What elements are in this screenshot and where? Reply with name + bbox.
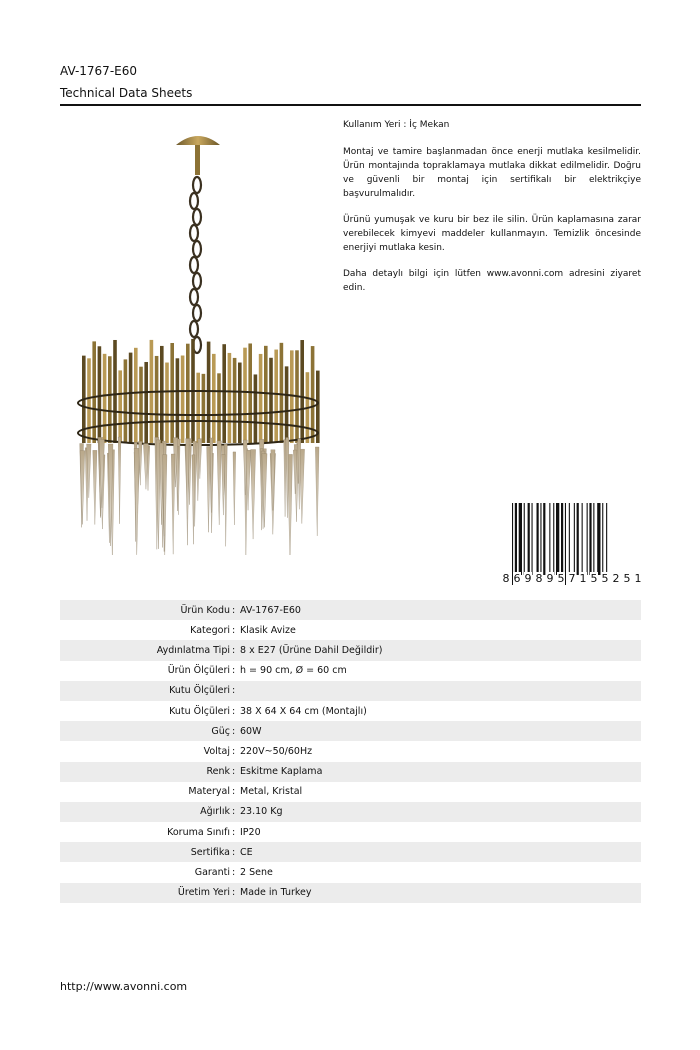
- spec-separator: :: [232, 745, 236, 757]
- spec-row: [60, 862, 641, 882]
- barcode-digit: 1: [579, 572, 587, 585]
- info-block: [343, 118, 641, 307]
- spec-value: 23.10 Kg: [240, 806, 283, 818]
- spec-label: Ağırlık: [200, 806, 230, 818]
- spec-separator: :: [232, 846, 236, 858]
- spec-separator: :: [232, 644, 236, 656]
- spec-separator: :: [232, 725, 236, 737]
- barcode-digit: 5: [557, 572, 565, 585]
- spec-separator: :: [232, 705, 236, 717]
- barcode-digit: 2: [612, 572, 620, 585]
- spec-separator: :: [232, 887, 236, 899]
- spec-row: [60, 681, 641, 701]
- spec-table: [60, 600, 641, 903]
- spec-label: Sertifika: [190, 846, 230, 858]
- footer-website-link[interactable]: http://www.avonni.com: [60, 980, 188, 993]
- spec-value: 8 x E27 (Ürüne Dahil Değildir): [240, 644, 383, 656]
- spec-label: Renk: [206, 766, 230, 778]
- spec-label: Üretim Yeri: [177, 887, 230, 899]
- spec-label: Voltaj: [203, 745, 230, 757]
- spec-value: 2 Sene: [240, 867, 273, 879]
- spec-row: [60, 661, 641, 681]
- spec-separator: :: [232, 766, 236, 778]
- spec-row: [60, 782, 641, 802]
- barcode-digit: 5: [590, 572, 598, 585]
- spec-value: AV-1767-E60: [240, 604, 301, 616]
- spec-label: Kutu Ölçüleri: [169, 705, 230, 717]
- spec-value: h = 90 cm, Ø = 60 cm: [240, 665, 347, 677]
- usage-location: Kullanım Yeri : İç Mekan: [343, 120, 450, 130]
- spec-separator: :: [232, 665, 236, 677]
- spec-separator: :: [232, 806, 236, 818]
- spec-label: Materyal: [188, 786, 230, 798]
- spec-row: [60, 620, 641, 640]
- chandelier-image: [70, 125, 330, 555]
- barcode-digit: 8: [535, 572, 543, 585]
- spec-row: [60, 640, 641, 660]
- spec-row: [60, 762, 641, 782]
- spec-row: [60, 802, 641, 822]
- barcode-digit: 5: [601, 572, 609, 585]
- spec-row: [60, 741, 641, 761]
- spec-value: Metal, Kristal: [240, 786, 303, 798]
- spec-value: 60W: [240, 725, 262, 737]
- spec-value: Made in Turkey: [240, 887, 312, 899]
- barcode-digit: 8: [502, 572, 510, 585]
- website-note: Daha detaylı bilgi için lütfen www.avonni.com adresini ziyaret edin.: [343, 269, 641, 293]
- cleaning-note: Ürünü yumuşak ve kuru bir bez ile silin. Ürün kaplamasına zarar verebilecek kimyevi maddeler kullanmayın. Temizlik öncesinde enerjiyi mutlaka kesin.: [343, 215, 641, 253]
- spec-label: Kategori: [190, 624, 230, 636]
- document-subtitle: Technical Data Sheets: [60, 86, 193, 100]
- barcode-digit: 5: [623, 572, 631, 585]
- spec-separator: :: [232, 685, 236, 697]
- spec-label: Garanti: [194, 867, 230, 879]
- spec-separator: :: [232, 624, 236, 636]
- spec-value: Klasik Avize: [240, 624, 296, 636]
- spec-label: Ürün Kodu: [180, 604, 230, 616]
- barcode-digit: 9: [546, 572, 554, 585]
- barcode-digit: 1: [634, 572, 642, 585]
- barcode-digit: 9: [524, 572, 532, 585]
- barcode-digit: 7: [568, 572, 576, 585]
- spec-row: [60, 822, 641, 842]
- spec-label: Güç: [211, 725, 230, 737]
- spec-row: [60, 701, 641, 721]
- barcode-digit: 6: [513, 572, 521, 585]
- spec-row: [60, 883, 641, 903]
- spec-label: Koruma Sınıfı: [167, 826, 230, 838]
- product-code-heading: AV-1767-E60: [60, 64, 137, 78]
- safety-note: Montaj ve tamire başlanmadan önce enerji mutlaka kesilmelidir. Ürün montajında topraklamaya mutlaka dikkat edilmelidir. Doğru ve güvenli bir montaj için sertifikalı bir elektrikçiye başvurulmalıdır.: [343, 147, 641, 199]
- header-rule: [60, 104, 641, 106]
- spec-value: Eskitme Kaplama: [240, 766, 323, 778]
- spec-label: Ürün Ölçüleri: [167, 665, 230, 677]
- spec-label: Aydınlatma Tipi: [156, 644, 230, 656]
- spec-value: 38 X 64 X 64 cm (Montajlı): [240, 705, 367, 717]
- spec-row: [60, 600, 641, 620]
- spec-separator: :: [232, 867, 236, 879]
- spec-value: IP20: [240, 826, 261, 838]
- spec-separator: :: [232, 826, 236, 838]
- barcode-digits: [502, 572, 642, 586]
- spec-separator: :: [232, 604, 236, 616]
- spec-value: CE: [240, 846, 253, 858]
- spec-value: 220V~50/60Hz: [240, 745, 313, 757]
- spec-row: [60, 721, 641, 741]
- spec-separator: :: [232, 786, 236, 798]
- spec-row: [60, 842, 641, 862]
- spec-label: Kutu Ölçüleri: [169, 685, 230, 697]
